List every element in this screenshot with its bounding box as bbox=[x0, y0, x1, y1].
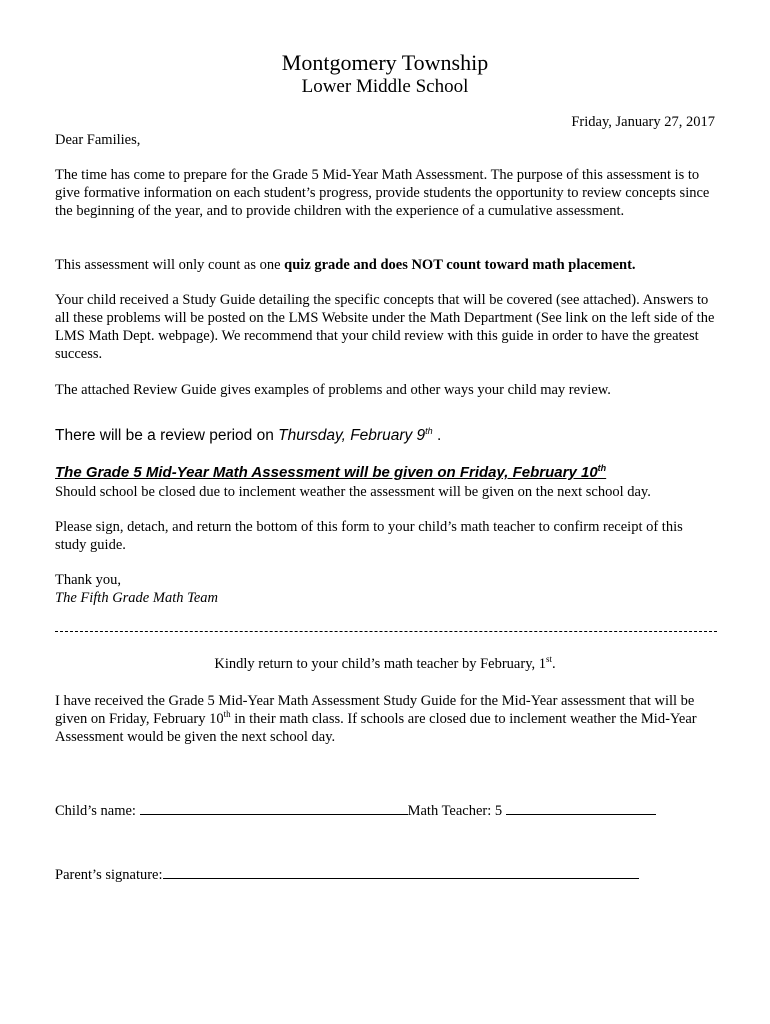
parent-signature-field[interactable] bbox=[163, 864, 639, 879]
paragraph-purpose: The time has come to prepare for the Grade 5 Mid-Year Math Assessment. The purpose of this assessment is to give formative information on each student’s progress, provide students the opportunity to review concepts since the beginning of the year, and to provide children with the experience of a cumulative assessment. bbox=[55, 167, 710, 219]
paragraph-review-guide: The attached Review Guide gives examples of problems and other ways your child may review. bbox=[55, 382, 611, 398]
child-name-row bbox=[55, 800, 656, 820]
paragraph-sign-return: Please sign, detach, and return the bottom of this form to your child’s math teacher to confirm receipt of this study guide. bbox=[55, 519, 683, 553]
ack-text-2: in their math class. If schools are closed due to inclement weather the Mid-Year Assessment would be given the next school day. bbox=[55, 711, 697, 745]
return-end: . bbox=[552, 656, 556, 672]
math-teacher-label: Math Teacher: 5 bbox=[407, 803, 506, 819]
letter-date: Friday, January 27, 2017 bbox=[571, 114, 715, 130]
review-prefix: There will be a review period on bbox=[55, 427, 279, 444]
assessment-date-text: The Grade 5 Mid-Year Math Assessment will be given on Friday, February 10 bbox=[55, 464, 598, 481]
child-name-label: Child’s name: bbox=[55, 803, 140, 819]
salutation: Dear Families, bbox=[55, 132, 141, 148]
school-title: Montgomery Township bbox=[281, 50, 489, 75]
parent-signature-label: Parent’s signature: bbox=[55, 867, 163, 883]
ack-sup: th bbox=[223, 709, 231, 720]
thanks-line: Thank you, bbox=[55, 572, 122, 588]
grade-count-text: This assessment will only count as one bbox=[55, 257, 285, 273]
return-text: Kindly return to your child’s math teacher by February, 1 bbox=[214, 656, 547, 672]
signoff-team: The Fifth Grade Math Team bbox=[55, 590, 218, 606]
parent-signature-row bbox=[55, 864, 639, 884]
review-date-sup: th bbox=[425, 425, 433, 436]
signoff-line bbox=[55, 589, 717, 607]
review-period-line bbox=[55, 427, 717, 445]
assessment-date-line bbox=[55, 464, 717, 482]
acknowledgement-paragraph bbox=[55, 692, 717, 746]
detach-divider bbox=[55, 631, 717, 632]
child-name-field[interactable] bbox=[140, 800, 408, 815]
assessment-date-sup: th bbox=[597, 463, 607, 473]
math-teacher-field[interactable] bbox=[506, 800, 656, 815]
closing-weather-line: Should school be closed due to inclement weather the assessment will be given on the next school day. bbox=[55, 484, 651, 500]
review-suffix: . bbox=[432, 427, 442, 444]
return-instruction bbox=[0, 655, 770, 673]
paragraph-grade-count bbox=[55, 256, 717, 274]
grade-count-emphasis: quiz grade and does NOT count toward math placement. bbox=[284, 257, 636, 273]
school-subtitle: Lower Middle School bbox=[301, 76, 469, 97]
paragraph-study-guide: Your child received a Study Guide detailing the specific concepts that will be covered (see attached). Answers to all these problems will be posted on the LMS Website under the Math Department (See link on the left side of the LMS Math Dept. webpage). We recommend that your child review with this guide in order to have the greatest success. bbox=[55, 292, 715, 362]
review-date: Thursday, February 9 bbox=[278, 427, 426, 444]
ack-text-1: I have received the Grade 5 Mid-Year Math Assessment Study Guide for the Mid-Year assessment that will be given on Friday, February 10 bbox=[55, 693, 695, 727]
return-sup: st bbox=[546, 654, 553, 665]
